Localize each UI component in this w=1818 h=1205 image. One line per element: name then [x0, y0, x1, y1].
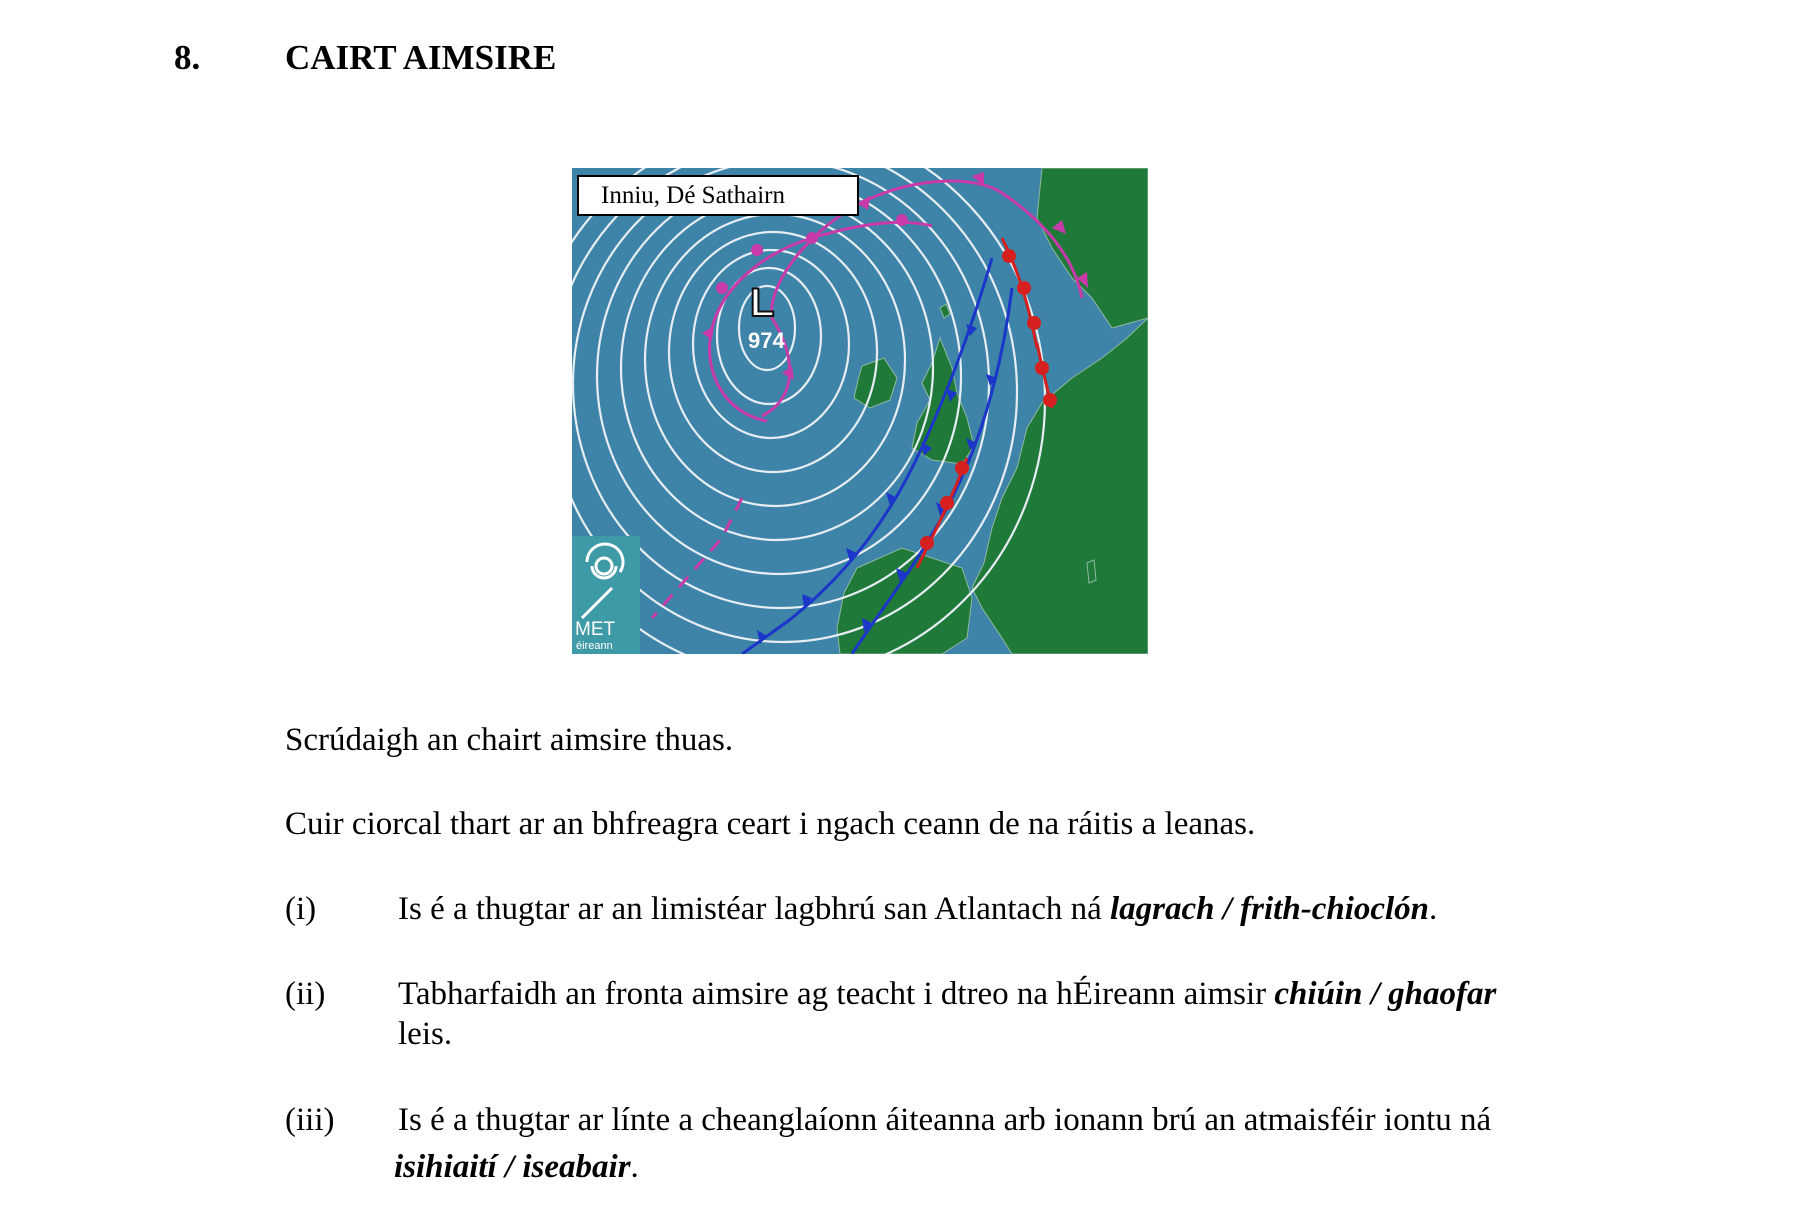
statement-continuation: leis. — [398, 1016, 453, 1052]
item-statement — [398, 891, 1437, 928]
statement-text: Tabharfaidh an fronta aimsire ag teacht i dtreo na hÉireann aimsir — [398, 976, 1275, 1012]
statement-end: . — [1429, 891, 1438, 927]
statement-text: Is é a thugtar ar an limistéar lagbhrú san Atlantach ná — [398, 891, 1110, 927]
chart-caption: Inniu, Dé Sathairn — [577, 175, 859, 216]
item-statement — [398, 976, 1496, 1013]
low-letter: L — [750, 281, 775, 325]
logo-text: MET — [575, 619, 616, 640]
question-title: CAIRT AIMSIRE — [285, 38, 557, 77]
statement-text: Is é a thugtar ar línte a cheanglaíonn áiteanna arb ionann brú an atmaisféir iontu ná — [398, 1102, 1492, 1138]
item-number: (i) — [285, 891, 317, 927]
item-statement — [394, 1149, 639, 1186]
question-number: 8. — [174, 38, 201, 77]
low-pressure-value: 974 — [748, 328, 785, 353]
statement-end: . — [630, 1149, 639, 1185]
instruction-text: Cuir ciorcal thart ar an bhfreagra ceart i ngach ceann de na ráitis a leanas. — [285, 806, 1256, 842]
land-corsica — [1087, 560, 1096, 583]
item-number: (iii) — [285, 1102, 335, 1138]
intro-text: Scrúdaigh an chairt aimsire thuas. — [285, 722, 734, 758]
answer-choice[interactable]: chiúin / ghaofar — [1274, 976, 1497, 1012]
logo-subtext: éireann — [576, 640, 613, 652]
item-number: (ii) — [285, 976, 326, 1012]
met-eireann-logo — [572, 536, 640, 654]
answer-choice[interactable]: isihiaití / iseabair — [394, 1149, 631, 1185]
answer-choice[interactable]: lagrach / frith-chioclón — [1110, 891, 1430, 927]
weather-chart — [572, 168, 1148, 654]
weather-map — [572, 168, 1148, 654]
